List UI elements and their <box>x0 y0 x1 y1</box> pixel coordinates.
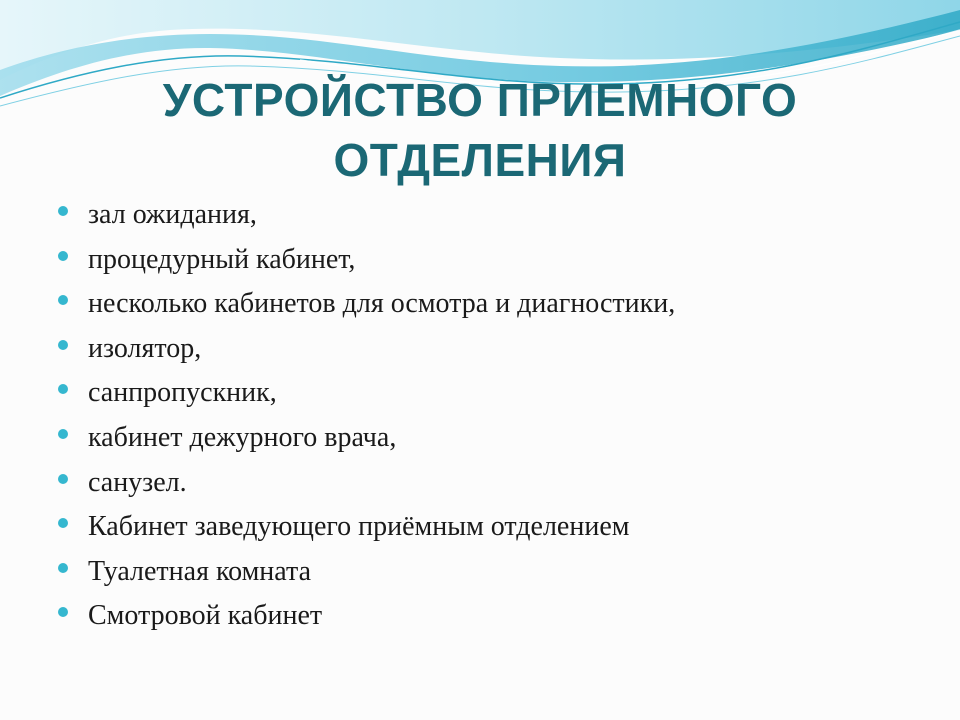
list-item-text: Кабинет заведующего приёмным отделением <box>88 511 630 543</box>
list-item <box>58 594 938 639</box>
bullet-dot-icon <box>58 384 68 394</box>
list-item-text: Смотровой кабинет <box>88 600 323 632</box>
slide-title-line-2: ОТДЕЛЕНИЯ <box>333 134 627 186</box>
bullet-dot-icon <box>58 251 68 261</box>
list-item <box>58 461 938 506</box>
bullet-dot-icon <box>58 518 68 528</box>
list-item <box>58 416 938 461</box>
list-item-text: изолятор, <box>88 332 202 364</box>
list-item <box>58 282 938 327</box>
list-item-text: санузел. <box>88 466 187 498</box>
bullet-dot-icon <box>58 340 68 350</box>
bullet-dot-icon <box>58 474 68 484</box>
list-item <box>58 550 938 595</box>
list-item-text: зал ожидания, <box>88 199 257 230</box>
bullet-dot-icon <box>58 206 68 216</box>
bullet-dot-icon <box>58 563 68 573</box>
list-item <box>58 193 938 238</box>
bullet-dot-icon <box>58 607 68 617</box>
bullet-list <box>58 193 938 639</box>
list-item <box>58 371 938 416</box>
list-item-text: несколько кабинетов для осмотра и диагностики, <box>88 288 676 320</box>
list-item-text: кабинет дежурного врача, <box>88 421 397 453</box>
bullet-dot-icon <box>58 429 68 439</box>
list-item <box>58 327 938 372</box>
slide-title <box>80 70 880 190</box>
list-item <box>58 238 938 283</box>
list-item-text: санпропускник, <box>88 377 277 409</box>
list-item-text: Туалетная комната <box>88 555 312 587</box>
bullet-dot-icon <box>58 295 68 305</box>
slide-title-line-1: УСТРОЙСТВО ПРИЕМНОГО <box>162 74 798 126</box>
list-item <box>58 505 938 550</box>
list-item-text: процедурный кабинет, <box>88 243 356 275</box>
